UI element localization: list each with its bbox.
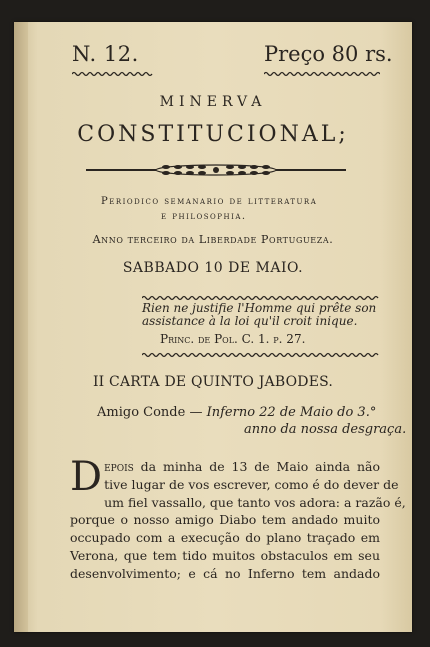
article-salutation-line	[97, 403, 376, 422]
body-line: desenvolvimento; e cá no Inferno tem andado	[70, 565, 380, 581]
drop-cap: D	[70, 454, 103, 500]
salutation: Amigo Conde —	[97, 405, 203, 420]
wavy-rule-epigraph-bottom	[142, 352, 380, 358]
body-line: um fiel vassallo, que tanto vos adora: a razão é,	[104, 494, 406, 510]
masthead-pretitle: MINERVA	[159, 94, 267, 110]
epigraph	[142, 302, 376, 328]
place-date-line-1: Inferno 22 de Maio do 3.°	[206, 405, 377, 420]
subtitle-line-1: Periodico semanario de litteratura	[101, 196, 318, 207]
newspaper-page	[14, 22, 412, 632]
body-line: epois da minha de 13 de Maio ainda não	[104, 459, 380, 474]
page-gutter	[14, 22, 28, 632]
issue-date: SABBADO 10 DE MAIO.	[122, 260, 304, 276]
subtitle-line-2: e philosophia.	[161, 211, 247, 222]
wavy-rule-right	[264, 71, 380, 77]
body-line: tive lugar de vos escrever, como é do dever de	[104, 476, 399, 492]
epigraph-attribution: Princ. de Pol. C. 1. p. 27.	[160, 332, 306, 346]
article-title: II CARTA DE QUINTO JABODES.	[92, 374, 334, 390]
body-line: occupado com a execução do plano traçado em	[70, 530, 380, 546]
wavy-rule-left	[72, 71, 154, 77]
masthead-subtitle	[101, 194, 317, 224]
place-date-line-2: anno da nossa desgraça.	[244, 422, 407, 437]
issue-price: Preço 80 rs.	[264, 42, 393, 66]
epigraph-line-1: Rien ne justifie l'Homme qui prête son	[142, 301, 377, 315]
epigraph-line-2: assistance à la loi qu'il croit inique.	[142, 314, 358, 328]
masthead-title: CONSTITUCIONAL;	[77, 122, 349, 147]
ornamental-rule	[86, 162, 346, 182]
first-word: epois	[104, 459, 134, 474]
body-line: porque o nosso amigo Diabo tem andado muito	[70, 512, 380, 528]
year-line: Anno terceiro da Liberdade Portugueza.	[92, 233, 334, 246]
article-body	[70, 454, 406, 583]
body-line: Verona, que tem tido muitos obstaculos em seu	[70, 547, 380, 563]
issue-number: N. 12.	[72, 42, 139, 66]
